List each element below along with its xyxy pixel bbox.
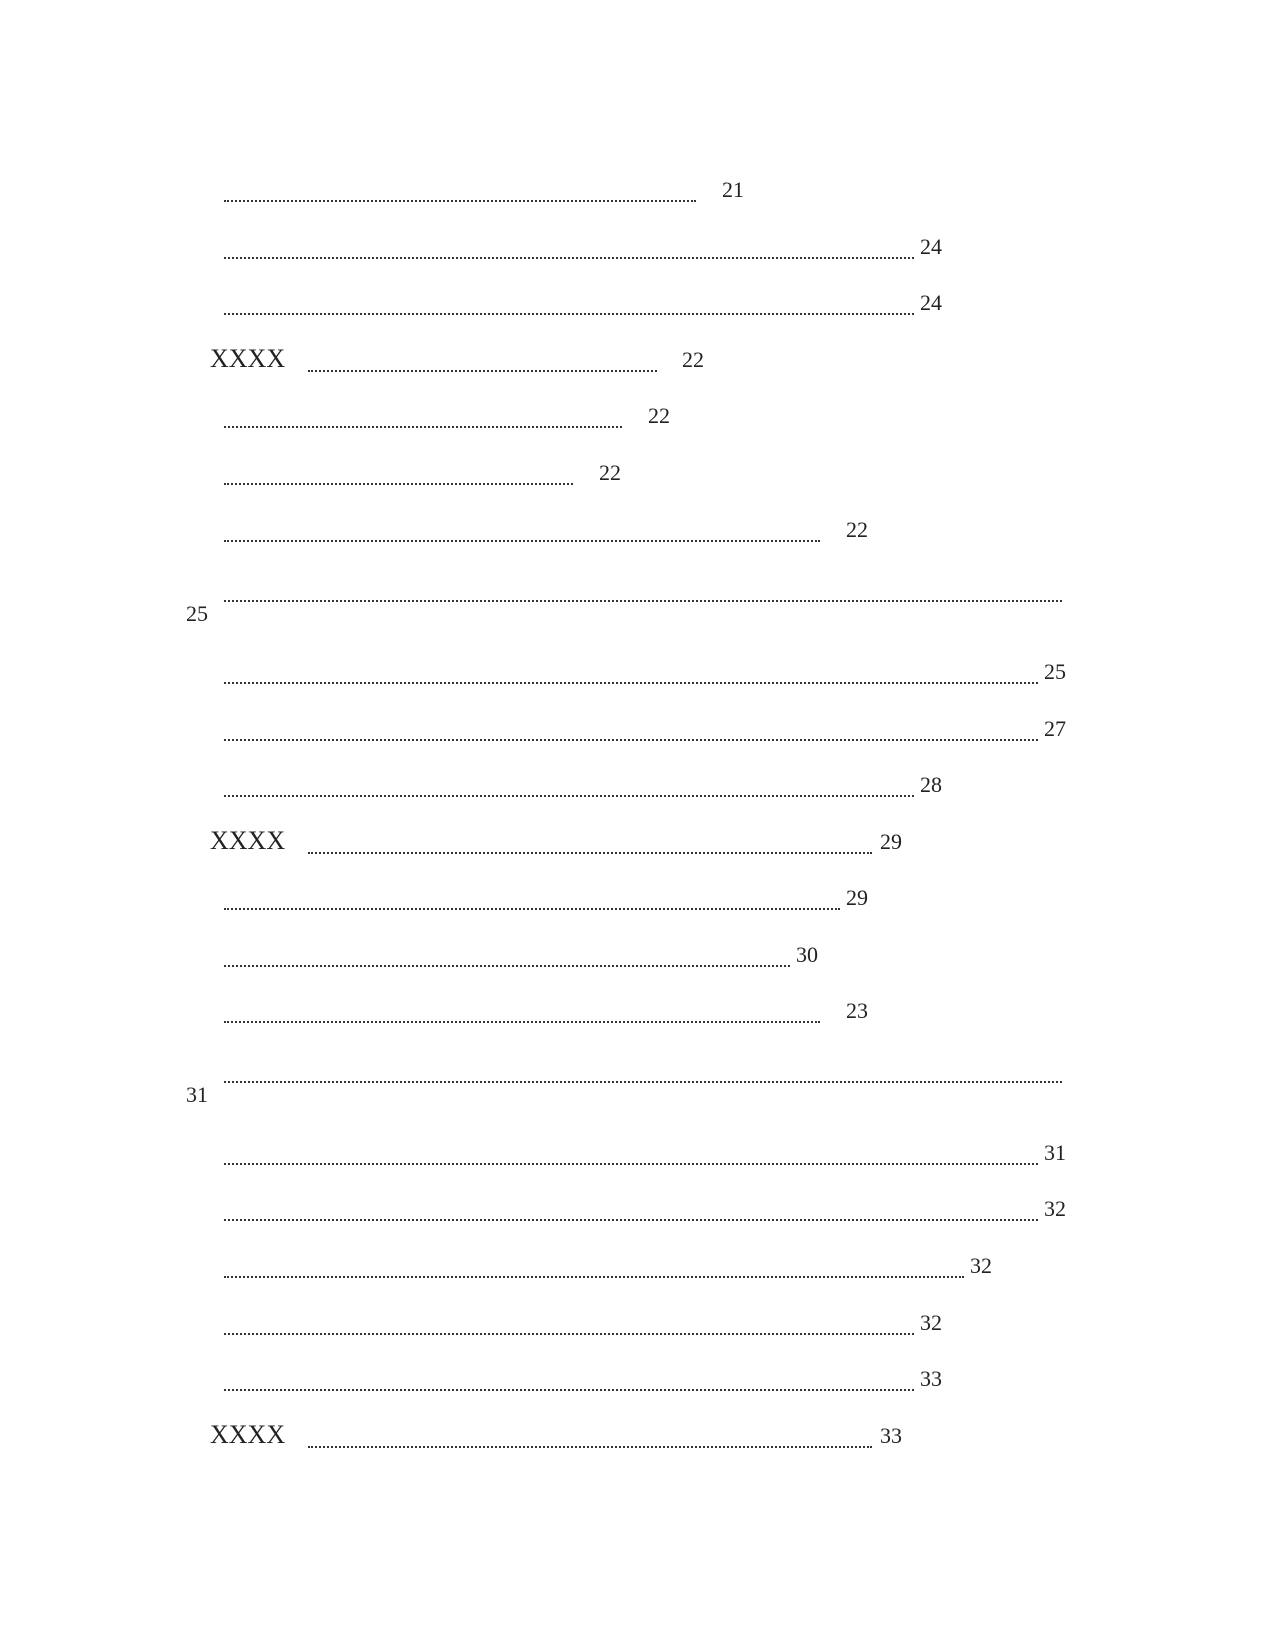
dot-leader [224,908,840,910]
toc-entry [0,178,1275,208]
toc-entry-label: XXXX [210,1420,286,1449]
toc-entry [0,1367,1275,1397]
toc-page-number: 32 [920,1310,942,1335]
toc-entry-label: XXXX [210,826,286,855]
toc-page-number: 30 [796,942,818,967]
toc-entry-label: XXXX [210,344,286,373]
dot-leader [224,1021,820,1023]
toc-entry [0,404,1275,434]
dot-leader [224,257,914,259]
dot-leader [224,1276,964,1278]
dot-leader [224,426,622,428]
toc-entry [0,826,1275,860]
dot-leader [224,600,1062,602]
toc-entry [0,999,1275,1029]
toc-page-number: 23 [846,998,868,1023]
toc-entry [0,1059,1275,1107]
toc-entry [0,886,1275,916]
toc-page-number: 29 [846,885,868,910]
dot-leader [224,739,1038,741]
toc-entry [0,1420,1275,1454]
dot-leader [224,483,573,485]
toc-entry [0,578,1275,626]
toc-page-number: 22 [648,403,670,428]
dot-leader [224,1333,914,1335]
dot-leader [224,313,914,315]
dot-leader [224,1163,1038,1165]
toc-entry [0,943,1275,973]
dot-leader [308,370,657,372]
toc-page-number: 22 [846,517,868,542]
toc-page-number: 24 [920,234,942,259]
toc-page-number: 28 [920,772,942,797]
dot-leader [224,540,820,542]
toc-entry [0,1197,1275,1227]
dot-leader [224,200,696,202]
toc-page-number: 22 [682,347,704,372]
toc-entry [0,461,1275,491]
dot-leader [224,1081,1062,1083]
toc-page-number: 32 [1044,1196,1066,1221]
dot-leader [224,682,1038,684]
toc-page-number: 29 [880,829,902,854]
toc-page-number: 33 [880,1423,902,1448]
toc-entry [0,660,1275,690]
toc-entry [0,717,1275,747]
toc-page-number: 25 [1044,659,1066,684]
toc-entry [0,235,1275,265]
toc-entry [0,518,1275,548]
toc-page-number: 32 [970,1253,992,1278]
toc-page-number: 24 [920,290,942,315]
toc-entry [0,1311,1275,1341]
dot-leader [224,795,914,797]
toc-page-number: 27 [1044,716,1066,741]
toc-page-number: 31 [1044,1140,1066,1165]
toc-entry [0,1141,1275,1171]
toc-page-number: 33 [920,1366,942,1391]
dot-leader [308,1446,872,1448]
dot-leader [224,1389,914,1391]
toc-page-number: 25 [186,601,208,626]
dot-leader [224,1219,1038,1221]
toc-entry [0,773,1275,803]
toc-page-number: 31 [186,1082,208,1107]
toc-page-number: 21 [722,177,744,202]
toc-page-number: 22 [599,460,621,485]
dot-leader [308,852,872,854]
toc-entry [0,1254,1275,1284]
toc-entry [0,291,1275,321]
toc-entry [0,344,1275,378]
dot-leader [224,965,790,967]
